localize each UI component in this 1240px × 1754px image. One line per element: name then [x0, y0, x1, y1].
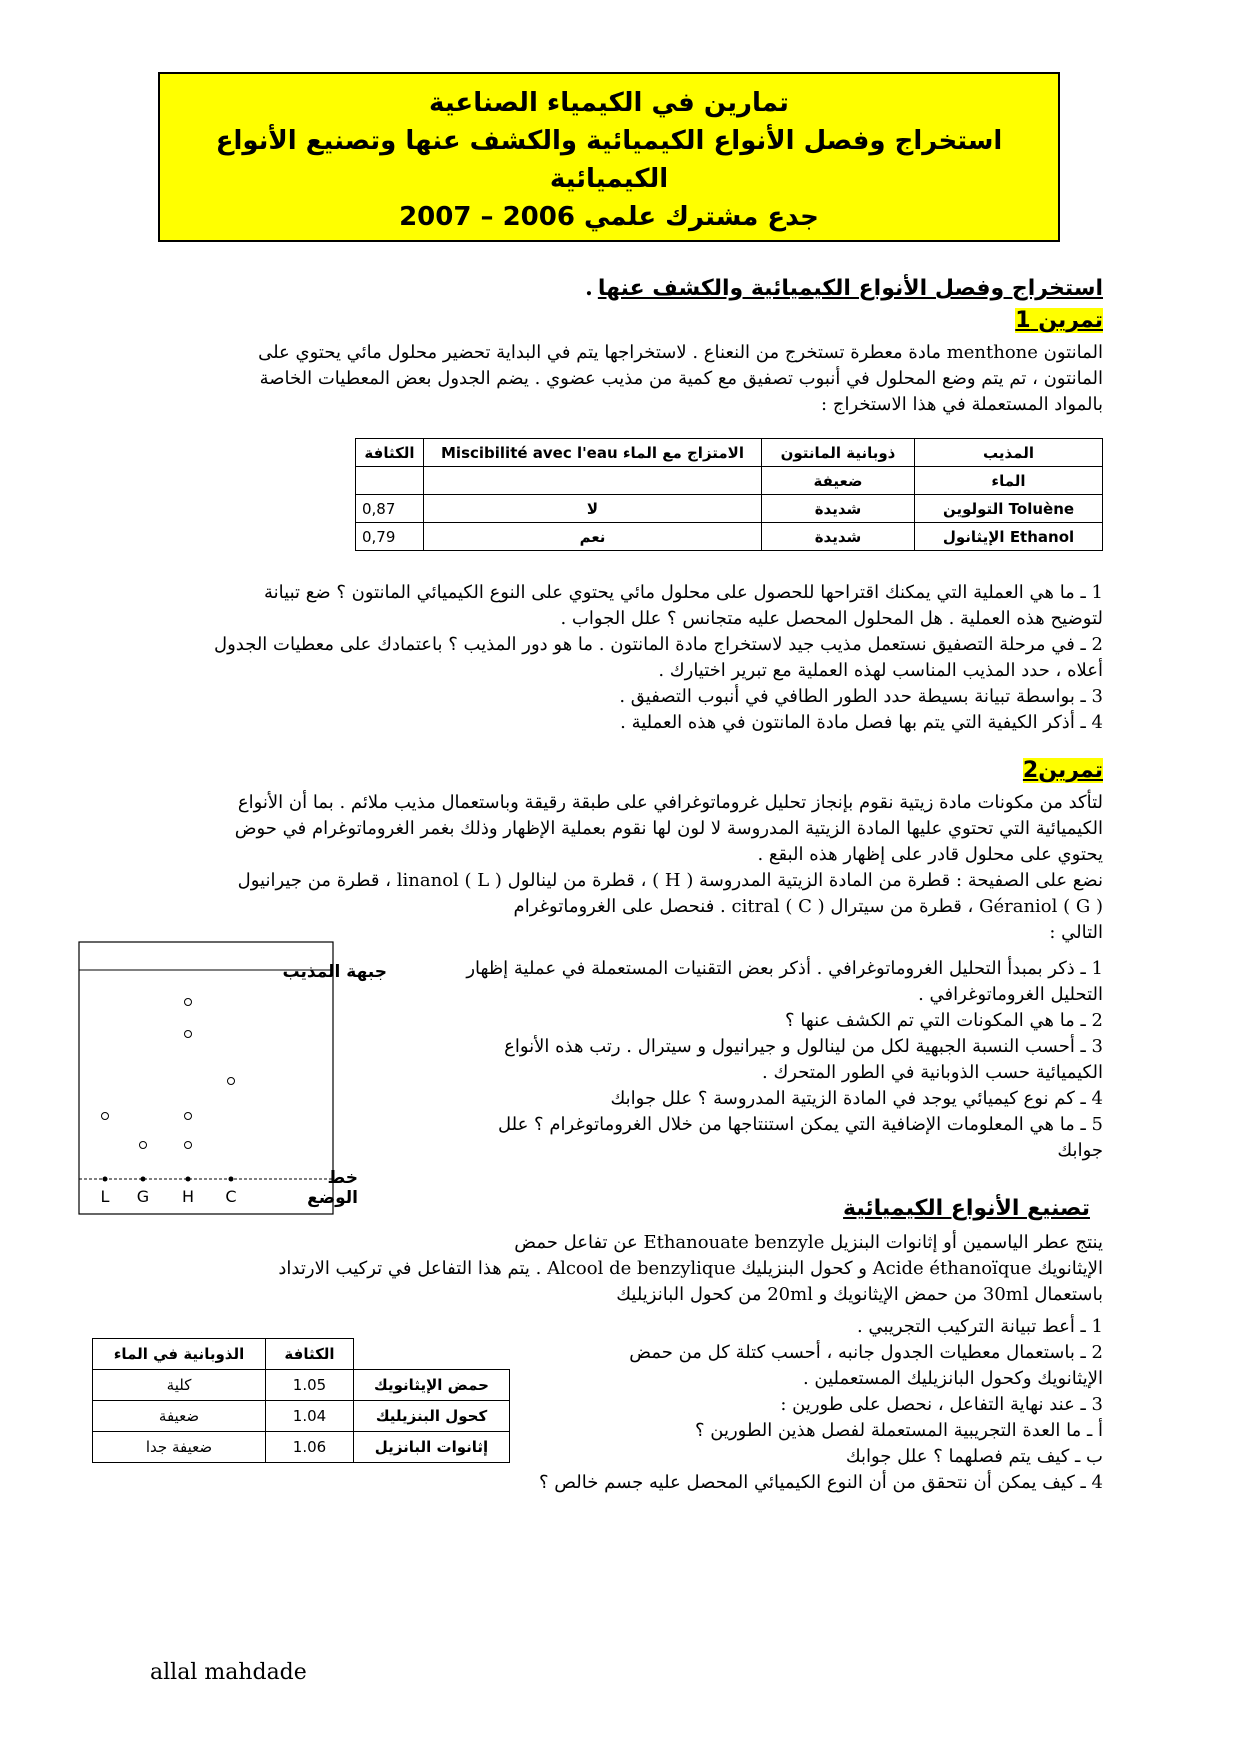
exercise-1-label-wrap	[1015, 308, 1103, 333]
question-line: جوابك	[1057, 1140, 1103, 1161]
question-line: أ ـ ما العدة التجريبية المستعملة لفصل هذين الطورين ؟	[694, 1420, 1103, 1441]
header-solvent: المذيب	[915, 439, 1103, 467]
table-row	[356, 495, 1103, 523]
cell-miscibility: نعم	[424, 523, 762, 551]
lane-label-g: G	[136, 1187, 150, 1206]
exercise-2-label: تمرين2	[1022, 758, 1103, 783]
question-line: الإيثانويك وكحول البانزيليك المستعملين .	[802, 1368, 1103, 1389]
cell-solvent: الماء	[915, 467, 1103, 495]
section-2-title: تصنيع الأنواع الكيميائية	[843, 1196, 1090, 1221]
question-line: ب ـ كيف يتم فصلهما ؟ علل جوابك	[845, 1446, 1103, 1467]
title-line-1: تمارين في الكيمياء الصناعية	[429, 88, 789, 118]
title-line-3: جدع مشترك علمي 2006 – 2007	[399, 202, 819, 232]
question-line: لتوضيح هذه العملية . هل المحلول المحصل عليه متجانس ؟ علل الجواب .	[560, 608, 1103, 629]
question-line: 4 ـ كيف يمكن أن نتحقق من أن النوع الكيميائي المحصل عليه جسم خالص ؟	[538, 1472, 1103, 1493]
cell-density: 1.06	[266, 1432, 354, 1463]
table-row	[356, 523, 1103, 551]
exercise-2-label-wrap	[1023, 758, 1103, 783]
question-line: 2 ـ ما هي المكونات التي تم الكشف عنها ؟	[785, 1010, 1103, 1031]
baseline-spot	[186, 1177, 191, 1182]
question-line: 1 ـ ذكر بمبدأ التحليل الغروماتوغرافي . أذكر بعض التقنيات المستعملة في عملية إظهار	[466, 958, 1103, 979]
cell-solubility: شديدة	[762, 495, 915, 523]
baseline-spot	[229, 1177, 234, 1182]
section-2-intro-line: ينتج عطر الياسمين أو إثانوات البنزيل Ethanouate benzyle عن تفاعل حمض	[514, 1232, 1103, 1253]
exercise-2-intro-line: Géraniol ( G ) ، قطرة من سيترال citral ( C ) . فنحصل على الغروماتوغرام	[513, 896, 1103, 917]
spot-c	[228, 1078, 235, 1085]
question-line: 2 ـ في مرحلة التصفيق نستعمل مذيب جيد لاستخراج مادة المانتون . ما هو دور المذيب ؟ باعتمادك على معطيات الجدول	[213, 634, 1103, 655]
solvent-table-header	[356, 439, 1103, 467]
exercise-1-intro	[143, 340, 1103, 418]
header-density: الكثافة	[356, 439, 424, 467]
cell-density: 0,79	[356, 523, 424, 551]
header-density: الكثافة	[266, 1339, 354, 1370]
cell-compound: إثانوات البانزيل	[354, 1432, 510, 1463]
reagent-table-header	[93, 1339, 510, 1370]
section-2-intro-line: الإيثانويك Acide éthanoïque و كحول البنزيليك Alcool de benzylique . يتم هذا التفاعل في تركيب الارتداد	[278, 1258, 1103, 1279]
question-line: 3 ـ عند نهاية التفاعل ، نحصل على طورين :	[780, 1394, 1103, 1415]
spot-h-4	[185, 1142, 192, 1149]
header-solubility-water: الذوبانية في الماء	[93, 1339, 266, 1370]
exercise-1-label: تمرين 1	[1015, 308, 1103, 333]
spot-h-3	[185, 1113, 192, 1120]
cell-solubility: شديدة	[762, 523, 915, 551]
exercise-1-intro-line: المانتون menthone مادة معطرة تستخرج من النعناع . لاستخراجها يتم في البداية تحضير محلول مائي يحتوي على	[258, 342, 1103, 363]
section-2-intro-line: باستعمال 30ml من حمض الإيثانويك و 20ml من كحول البانزيليك	[616, 1284, 1103, 1305]
lane-label-l: L	[100, 1187, 110, 1206]
question-line: 5 ـ ما هي المعلومات الإضافية التي يمكن استنتاجها من خلال الغروماتوغرام ؟ علل	[498, 1114, 1103, 1135]
lane-label-h: H	[181, 1187, 195, 1206]
section-1-heading	[585, 275, 1103, 301]
header-miscibility: الامتزاج مع الماء Miscibilité avec l'eau	[424, 439, 762, 467]
question-line: أعلاه ، حدد المذيب المناسب لهذه العملية مع تبرير اختيارك .	[658, 660, 1103, 681]
question-line: 2 ـ باستعمال معطيات الجدول جانبه ، أحسب كتلة كل من حمض	[629, 1342, 1103, 1363]
section-2-questions	[503, 1314, 1103, 1496]
section-2-intro	[143, 1230, 1103, 1308]
table-row	[93, 1370, 510, 1401]
exercise-1-questions	[143, 580, 1103, 736]
spot-g	[140, 1142, 147, 1149]
exercise-2-intro-line: يحتوي على محلول قادر على إظهار هذه البقع .	[757, 844, 1103, 865]
exercise-2-intro	[143, 790, 1103, 946]
baseline-spot	[103, 1177, 108, 1182]
question-line: 4 ـ أذكر الكيفية التي يتم بها فصل مادة المانتون في هذه العملية .	[620, 712, 1103, 733]
question-line: التحليل الغروماتوغرافي .	[918, 984, 1103, 1005]
reagent-table	[92, 1338, 510, 1463]
exercise-2-questions	[403, 956, 1103, 1164]
table-row	[93, 1401, 510, 1432]
baseline-spot	[141, 1177, 146, 1182]
cell-density: 1.05	[266, 1370, 354, 1401]
question-line: 3 ـ بواسطة تبيانة بسيطة حدد الطور الطافي في أنبوب التصفيق .	[619, 686, 1103, 707]
solvent-front-label: جبهة المذيب	[282, 962, 387, 982]
cell-density: 1.04	[266, 1401, 354, 1432]
exercise-1-intro-line: بالمواد المستعملة في هذا الاستخراج :	[821, 394, 1103, 415]
question-line: 1 ـ ما هي العملية التي يمكنك اقتراحها للحصول على محلول مائي يحتوي على النوع الكيميائي المانتون ؟ ضع تبيانة	[264, 582, 1103, 603]
section-2-heading	[843, 1196, 1090, 1221]
footer-author: allal mahdade	[150, 1660, 307, 1685]
cell-solubility: ضعيفة	[93, 1401, 266, 1432]
cell-solubility: ضعيفة	[762, 467, 915, 495]
cell-solvent: Toluène التولوين	[915, 495, 1103, 523]
spot-l	[102, 1113, 109, 1120]
exercise-1-intro-line: المانتون ، تم يتم وضع المحلول في أنبوب تصفيق مع كمية من مذيب عضوي . يضم الجدول بعض المعطيات الخاصة	[259, 368, 1103, 389]
cell-solubility: ضعيفة جدا	[93, 1432, 266, 1463]
chromatogram-diagram	[70, 940, 410, 1230]
question-line: 4 ـ كم نوع كيميائي يوجد في المادة الزيتية المدروسة ؟ علل جوابك	[610, 1088, 1103, 1109]
solvent-table	[355, 438, 1103, 551]
exercise-2-intro-line: نضع على الصفيحة : قطرة من المادة الزيتية المدروسة ( H ) ، قطرة من لينالول linanol ( L ) ، قطرة من جيرانيول	[237, 870, 1103, 891]
baseline-label: خط الوضع	[307, 1168, 358, 1208]
table-row	[356, 467, 1103, 495]
spot-h-1	[185, 999, 192, 1006]
question-line: 3 ـ أحسب النسبة الجبهية لكل من لينالول و جيرانيول و سيترال . رتب هذه الأنواع	[504, 1036, 1103, 1057]
spot-h-2	[185, 1031, 192, 1038]
cell-compound: كحول البنزيليك	[354, 1401, 510, 1432]
cell-compound: حمض الإيثانويك	[354, 1370, 510, 1401]
title-box	[158, 72, 1060, 242]
lane-label-c: C	[225, 1187, 237, 1206]
header-empty	[354, 1339, 510, 1370]
cell-solvent: Ethanol الإيثانول	[915, 523, 1103, 551]
question-line: 1 ـ أعط تبيانة التركيب التجريبي .	[856, 1316, 1103, 1337]
cell-miscibility	[424, 467, 762, 495]
header-solubility: ذوبانية المانتون	[762, 439, 915, 467]
cell-density: 0,87	[356, 495, 424, 523]
exercise-2-intro-line: التالي :	[1049, 922, 1103, 943]
title-line-2: استخراج وفصل الأنواع الكيميائية والكشف عنها وتصنيع الأنواع الكيميائية	[215, 126, 1003, 194]
exercise-2-intro-line: لتأكد من مكونات مادة زيتية نقوم بإنجاز تحليل غروماتوغرافي على طبقة رقيقة وباستعمال مذيب ملائم . بما أن الأنواع	[237, 792, 1103, 813]
question-line: الكيميائية حسب الذوبانية في الطور المتحرك .	[762, 1062, 1103, 1083]
cell-density	[356, 467, 424, 495]
section-1-title: استخراج وفصل الأنواع الكيميائية والكشف عنها	[597, 276, 1103, 301]
cell-miscibility: لا	[424, 495, 762, 523]
section-1-title-suffix: .	[585, 275, 593, 301]
table-row	[93, 1432, 510, 1463]
cell-solubility: كلية	[93, 1370, 266, 1401]
exercise-2-intro-line: الكيميائية التي تحتوي عليها المادة الزيتية المدروسة لا لون لها نقوم بعملية الإظهار وذلك بغمر الغروماتوغرام في حوض	[234, 818, 1103, 839]
